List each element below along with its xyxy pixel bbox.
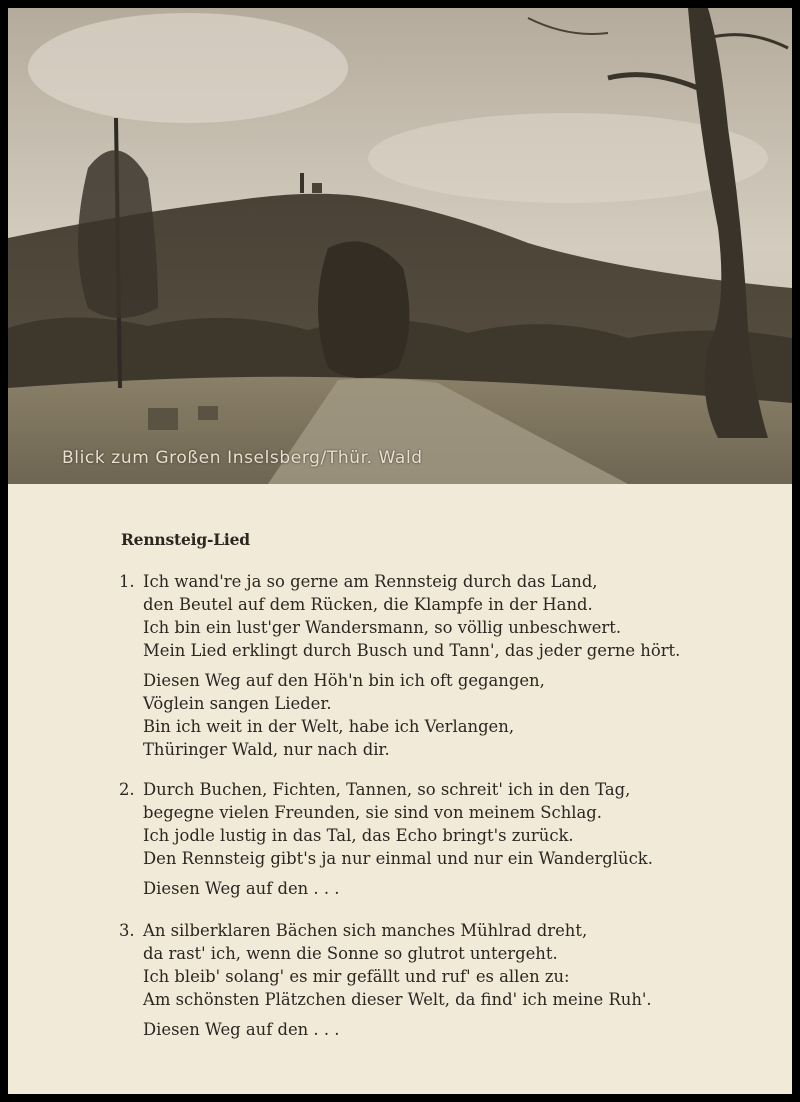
verse-line: Ich wand're ja so gerne am Rennsteig durch das Land, — [143, 572, 598, 591]
verse-line: Durch Buchen, Fichten, Tannen, so schreit' ich in den Tag, — [143, 780, 631, 799]
refrain-line: Diesen Weg auf den . . . — [143, 879, 340, 898]
verse-line: Den Rennsteig gibt's ja nur einmal und nur ein Wanderglück. — [143, 849, 653, 868]
verse-number: 2. — [119, 780, 135, 799]
refrain-line: Diesen Weg auf den Höh'n bin ich oft gegangen, — [143, 671, 545, 690]
verse-line: begegne vielen Freunden, sie sind von meinem Schlag. — [143, 803, 602, 822]
refrain-line: Thüringer Wald, nur nach dir. — [143, 740, 390, 759]
photo-caption: Blick zum Großen Inselsberg/Thür. Wald — [62, 448, 423, 468]
verse-number: 1. — [119, 572, 135, 591]
refrain-line: Bin ich weit in der Welt, habe ich Verlangen, — [143, 717, 515, 736]
verse-line: Ich jodle lustig in das Tal, das Echo bringt's zurück. — [143, 826, 574, 845]
refrain-line: Vöglein sangen Lieder. — [143, 694, 332, 713]
verse-line: Ich bleib' solang' es mir gefällt und ruf' es allen zu: — [143, 967, 570, 986]
verse-number: 3. — [119, 921, 135, 940]
inselsberg-photo-drawing — [8, 8, 792, 484]
song-title: Rennsteig-Lied — [121, 530, 250, 549]
lyrics-area — [8, 484, 792, 1094]
verse-line: da rast' ich, wenn die Sonne so glutrot untergeht. — [143, 944, 558, 963]
verse-line: Mein Lied erklingt durch Busch und Tann', das jeder gerne hört. — [143, 641, 681, 660]
refrain-line: Diesen Weg auf den . . . — [143, 1020, 340, 1039]
verse-line: Am schönsten Plätzchen dieser Welt, da find' ich meine Ruh'. — [143, 990, 652, 1009]
verse-line: den Beutel auf dem Rücken, die Klampfe in der Hand. — [143, 595, 593, 614]
postcard — [8, 8, 792, 1094]
verse-line: An silberklaren Bächen sich manches Mühlrad dreht, — [143, 921, 588, 940]
landscape-photo — [8, 8, 792, 484]
verse-line: Ich bin ein lust'ger Wandersmann, so völlig unbeschwert. — [143, 618, 622, 637]
